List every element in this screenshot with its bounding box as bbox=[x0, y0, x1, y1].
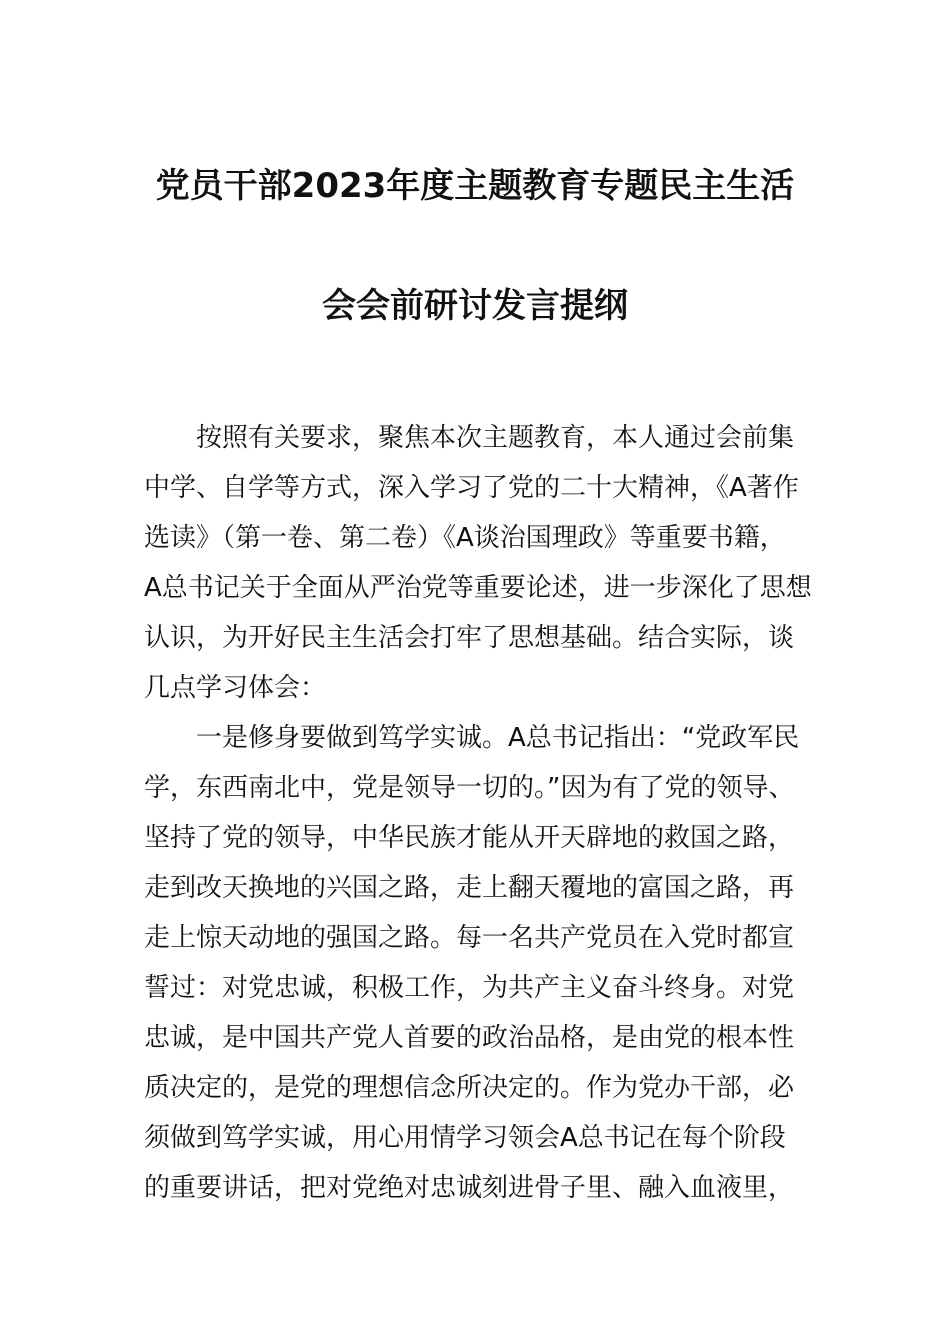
body-line: 走到改天换地的兴国之路，走上翻天覆地的富国之路，再 bbox=[144, 873, 795, 903]
body-line: 中学、自学等方式，深入学习了党的二十大精神，《A著作 bbox=[144, 473, 799, 503]
body-line: 一是修身要做到笃学实诚。A总书记指出：“党政军民 bbox=[196, 723, 800, 753]
body-line: 几点学习体会： bbox=[144, 673, 327, 703]
document-title-line-1: 党员干部2023年度主题教育专题民主生活 bbox=[155, 166, 795, 206]
body-line: 走上惊天动地的强国之路。每一名共产党员在入党时都宣 bbox=[144, 923, 795, 953]
body-line: A总书记关于全面从严治党等重要论述，进一步深化了思想 bbox=[144, 573, 812, 603]
body-line: 坚持了党的领导，中华民族才能从开天辟地的救国之路， bbox=[144, 823, 795, 853]
body-line: 认识，为开好民主生活会打牢了思想基础。结合实际，谈 bbox=[144, 623, 795, 653]
document-title-line-2: 会会前研讨发言提纲 bbox=[322, 286, 628, 326]
document-body bbox=[144, 413, 816, 1213]
body-line: 选读》（第一卷、第二卷）《A谈治国理政》等重要书籍， bbox=[144, 523, 786, 553]
body-line: 忠诚，是中国共产党人首要的政治品格，是由党的根本性 bbox=[144, 1023, 795, 1053]
body-line: 的重要讲话，把对党绝对忠诚刻进骨子里、融入血液里， bbox=[144, 1173, 795, 1203]
body-line: 誓过：对党忠诚，积极工作，为共产主义奋斗终身。对党 bbox=[144, 973, 795, 1003]
body-line: 须做到笃学实诚，用心用情学习领会A总书记在每个阶段 bbox=[144, 1123, 786, 1153]
body-line: 质决定的，是党的理想信念所决定的。作为党办干部，必 bbox=[144, 1073, 795, 1103]
body-line: 按照有关要求，聚焦本次主题教育，本人通过会前集 bbox=[196, 423, 795, 453]
body-line: 学，东西南北中，党是领导一切的。”因为有了党的领导、 bbox=[144, 773, 795, 803]
